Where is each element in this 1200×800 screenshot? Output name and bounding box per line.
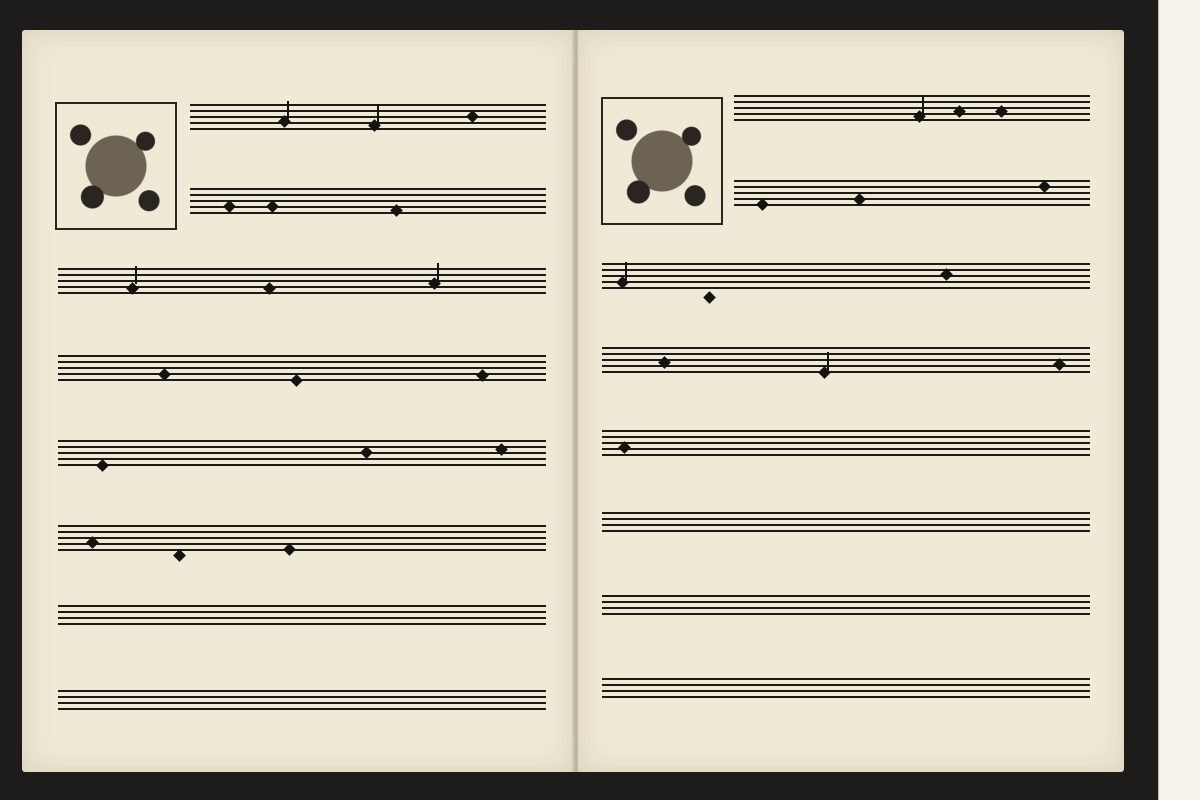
note-stem	[135, 266, 137, 284]
note-stem	[922, 96, 924, 114]
empty-staff	[58, 690, 546, 712]
note-stem	[377, 105, 379, 123]
staff-line	[602, 263, 1090, 291]
staff-line	[190, 104, 546, 132]
note-stem	[827, 352, 829, 370]
decorated-initial-left	[55, 102, 177, 230]
staff-line	[602, 430, 1090, 458]
decorated-initial-right	[601, 97, 723, 225]
empty-staff	[58, 605, 546, 627]
staff-line	[734, 180, 1090, 208]
note-stem	[625, 262, 627, 280]
note-stem	[287, 101, 289, 119]
empty-staff	[602, 678, 1090, 700]
staff-line	[190, 188, 546, 216]
staff-line	[602, 347, 1090, 375]
staff-line	[58, 525, 546, 553]
staff-line	[58, 440, 546, 468]
staff-line	[734, 95, 1090, 123]
note-stem	[437, 263, 439, 281]
empty-staff	[602, 595, 1090, 617]
empty-staff	[602, 512, 1090, 534]
measuring-ruler	[1158, 0, 1200, 800]
